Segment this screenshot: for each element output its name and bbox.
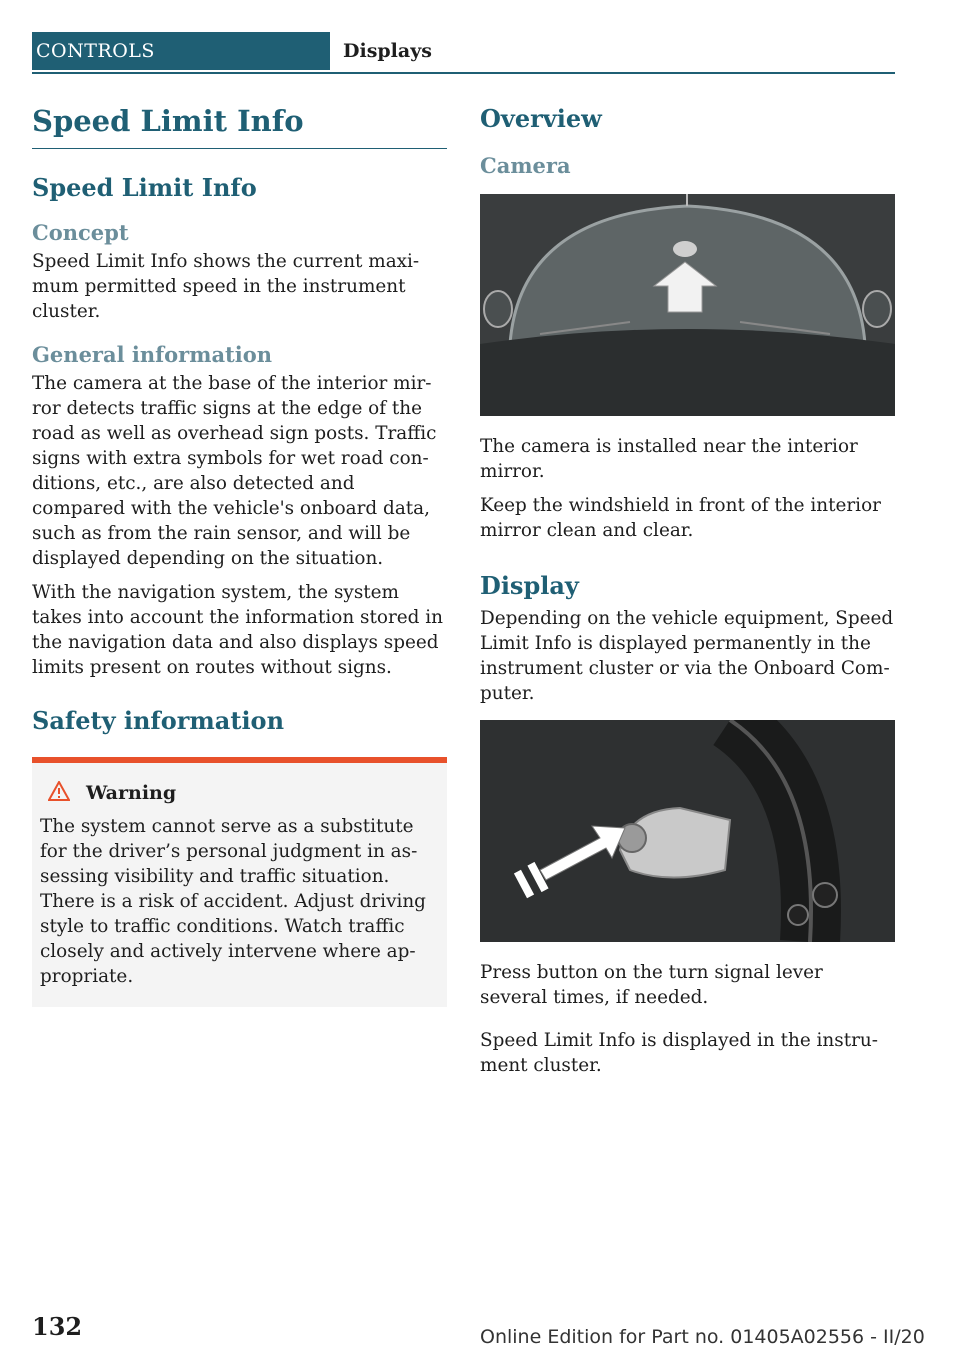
warning-box — [32, 757, 447, 1007]
section-tab — [32, 32, 330, 70]
camera-windshield-image — [480, 194, 895, 416]
warning-title-text: Warning — [86, 782, 177, 804]
safety-heading: Safety information — [32, 706, 285, 735]
warning-triangle-icon — [48, 781, 72, 806]
chapter-title: Displays — [343, 40, 432, 62]
warning-title — [40, 781, 439, 806]
camera-text-2: Keep the windshield in front of the interior mirror clean and clear. — [480, 495, 881, 541]
left-column — [32, 104, 447, 1007]
section-label: CONTROLS — [36, 40, 155, 62]
concept-heading: Concept — [32, 220, 129, 245]
warning-text: The system cannot serve as a substitute for the driver’s personal judgment in as-sessing visibility and traffic situation. There is a risk of accident. Adjust driving style to traffic conditions. Watch traffic closely and actively intervene where ap-propriate. — [40, 816, 426, 987]
display-heading: Display — [480, 571, 579, 600]
display-text-2: Press button on the turn signal lever several times, if needed. — [480, 962, 823, 1008]
general-info-text-1: The camera at the base of the interior mir-ror detects traffic signs at the edge of the road as well as overhead sign posts. Traffic signs with extra symbols for wet road con-ditions, etc., are also detected and compared with the vehicle's onboard data, such as from the rain sensor, and will be displayed depending on the situation. — [32, 373, 437, 569]
turn-signal-lever-image — [480, 720, 895, 942]
display-text-1: Depending on the vehicle equipment, Speed Limit Info is displayed permanently in the instrument cluster or via the Onboard Com-puter. — [480, 608, 894, 704]
page-header — [32, 32, 895, 74]
general-info-text-2: With the navigation system, the system takes into account the information stored in the navigation data and also displays speed limits present on routes without signs. — [32, 582, 443, 678]
display-text-3: Speed Limit Info is displayed in the instru-ment cluster. — [480, 1030, 878, 1076]
right-column — [480, 104, 895, 1087]
page-title: Speed Limit Info — [32, 104, 447, 149]
general-info-heading: General information — [32, 342, 273, 367]
overview-heading: Overview — [480, 104, 602, 133]
page-number: 132 — [32, 1312, 83, 1341]
section-heading: Speed Limit Info — [32, 173, 257, 202]
camera-text-1: The camera is installed near the interior mirror. — [480, 436, 858, 482]
concept-text: Speed Limit Info shows the current maxi-mum permitted speed in the instrument cluster. — [32, 251, 420, 322]
camera-heading: Camera — [480, 153, 571, 178]
edition-note: Online Edition for Part no. 01405A02556 - II/20 — [480, 1326, 925, 1348]
